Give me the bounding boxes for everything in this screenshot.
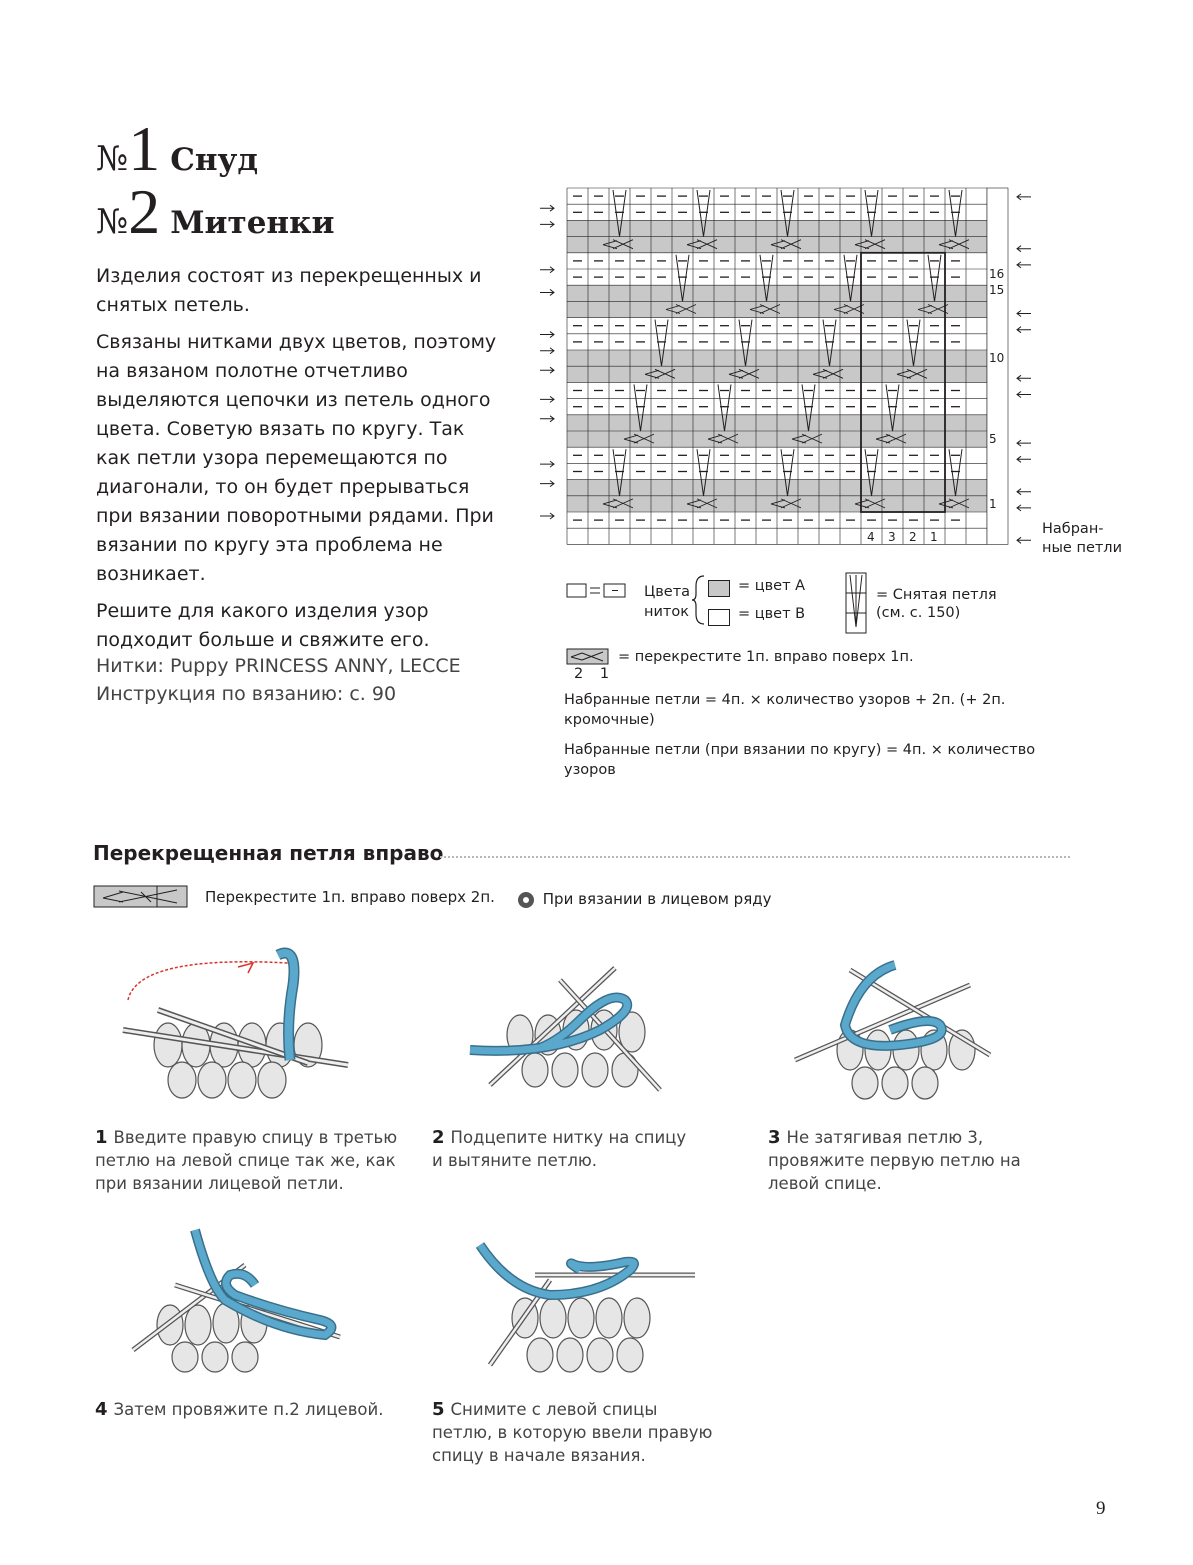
label-column [987,188,1008,544]
row-label: 5 [989,432,997,446]
instructions-line: Инструкция по вязанию: с. 90 [96,683,397,705]
bottom-label: 3 [888,530,896,545]
step-number: 2 [432,1127,445,1148]
arrow-right-icon [540,367,554,373]
arrow-right-icon [540,267,554,273]
arrow-left-icon [1017,262,1031,268]
title-number-sign: № [96,202,129,242]
arrow-left-icon [1017,537,1031,543]
intro-paragraph-3: Решите для какого изделия узор подходит больше и свяжите его. [96,600,430,651]
step-5 [432,1398,722,1467]
arrow-right-icon [540,348,554,354]
step-text: Подцепите нитку на спицу и вытяните петлю. [432,1128,687,1170]
knit-illustration-3 [790,955,1010,1105]
row-label: 16 [989,266,1005,281]
step-text: Затем провяжите п.2 лицевой. [113,1400,384,1419]
arrow-left-icon [1017,311,1031,317]
cross-2-symbol [93,885,189,909]
step-text: Введите правую спицу в третью петлю на левой спице так же, как при вязании лицевой петли. [95,1128,398,1193]
color-a-swatch [708,580,730,597]
arrow-right-icon [540,416,554,422]
arrow-left-icon [1017,194,1031,200]
title-name: Митенки [170,205,335,241]
title-mittens [96,175,335,249]
knitting-chart [536,183,1076,578]
intro-text [96,262,501,663]
bottom-label: 1 [930,530,938,545]
step-1 [95,1126,400,1195]
title-number-sign: № [96,139,129,179]
step-2 [432,1126,702,1172]
arrow-left-icon [1017,505,1031,511]
formula-1: Набранные петли = 4п. × количество узоров + 2п. (+ 2п. кромочные) [564,692,1006,728]
arrow-left-icon [1017,246,1031,252]
arrow-right-icon [540,205,554,211]
color-b-swatch [708,609,730,626]
knit-illustration-5 [470,1240,700,1380]
knit-illustration-4 [125,1225,365,1375]
legend [566,578,1046,638]
color-a-label: = цвет А [738,578,806,594]
section-divider [440,856,1070,858]
formula-2: Набранные петли (при вязании по кругу) = 4п. × количество узоров [564,742,1036,778]
illustration-step-1 [118,945,358,1105]
arrow-left-icon [1017,327,1031,333]
knit-illustration-2 [460,960,690,1100]
illustration-step-4 [125,1225,365,1375]
arrow-right-icon [540,289,554,295]
page-number: 9 [1096,1498,1106,1519]
arrow-right-icon [540,332,554,338]
cross-numbers: 2 1 [574,666,616,682]
right-side-label: При вязании в лицевом ряду [542,890,772,908]
row-label: 10 [989,351,1005,365]
arrow-left-icon [1017,489,1031,495]
bottom-label: 2 [909,530,917,545]
slipped-label: = Снятая петля (см. с. 150) [876,587,997,621]
arrow-right-icon [540,221,554,227]
slipped-stitch-symbol [845,572,867,634]
arrow-right-icon [540,481,554,487]
intro-paragraph-1: Изделия состоят из перекрещенных и снятых петель. [96,265,482,316]
right-side-note [518,890,771,908]
arrow-right-icon [540,461,554,467]
arrow-left-icon [1017,392,1031,398]
cross-2-label: Перекрестите 1п. вправо поверх 2п. [205,888,495,906]
colors-label: Цвета ниток [644,584,691,620]
cast-on-label: Набран-ные петли [1042,521,1122,556]
arrow-left-icon [1017,456,1031,462]
arrow-right-icon [540,513,554,519]
row-label: 15 [989,282,1005,297]
step-number: 4 [95,1399,108,1420]
yarn-info [96,652,516,708]
bottom-label: 4 [867,530,875,545]
yarn-line: Нитки: Puppy PRINCESS ANNY, LECCE [96,655,461,677]
knit-illustration-1 [118,945,358,1105]
illustration-step-5 [470,1240,700,1380]
step-text: Снимите с левой спицы петлю, в которую ввели правую спицу в начале вязания. [432,1400,713,1465]
chart-svg [536,183,1076,578]
illustration-step-3 [790,955,1010,1105]
cross-label: = перекрестите 1п. вправо поверх 1п. [618,649,914,665]
intro-paragraph-2: Связаны нитками двух цветов, поэтому на вязаном полотне отчетливо выделяются цепочки из петель одного цвета. Советую вязать по кругу. Так как петли узора перемещаются по диагонали, то он будет прерываться при вязании поворотными рядами. При вязании по кругу эта проблема не возникает. [96,331,497,585]
step-3 [768,1126,1073,1195]
arrow-left-icon [1017,375,1031,381]
step-number: 5 [432,1399,445,1420]
arrow-right-icon [540,396,554,402]
step-4 [95,1398,400,1421]
illustration-step-2 [460,960,690,1100]
legend-symbol-knit [566,582,628,600]
step-number: 1 [95,1127,108,1148]
step-text: Не затягивая петлю 3, провяжите первую петлю на левой спице. [768,1128,1021,1193]
title-name: Снуд [170,142,259,178]
section-title: Перекрещенная петля вправо [93,841,444,865]
color-b-label: = цвет В [738,606,806,622]
row-label: 1 [989,496,997,511]
step-number: 3 [768,1127,781,1148]
bullet-icon [518,892,534,908]
title-number: 2 [128,176,161,247]
title-number: 1 [128,113,161,184]
brace-icon [692,574,706,626]
arrow-left-icon [1017,440,1031,446]
